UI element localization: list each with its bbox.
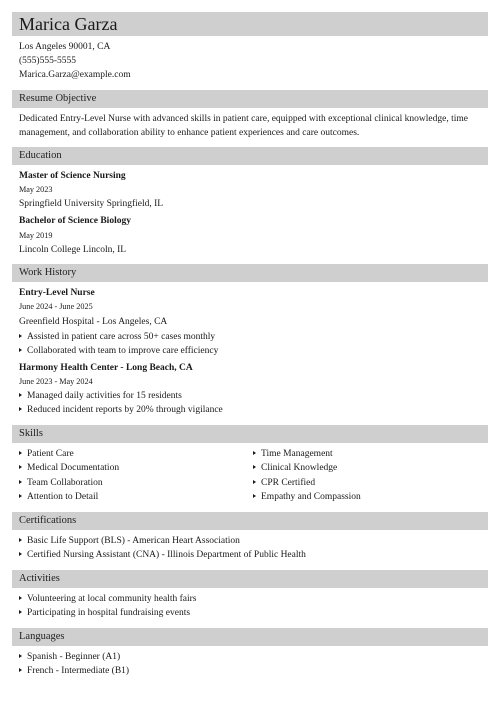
list-item	[19, 448, 74, 460]
section-title: Work History	[19, 267, 77, 278]
bullet-icon	[19, 451, 22, 455]
bullet-text: Attention to Detail	[27, 492, 99, 502]
bullet-text: Medical Documentation	[27, 463, 120, 473]
list-item	[19, 535, 240, 547]
bullet-icon	[253, 494, 256, 498]
bullet-icon	[19, 393, 22, 397]
bullet-icon	[19, 494, 22, 498]
job-dates: June 2023 - May 2024	[19, 377, 93, 386]
section-title: Languages	[19, 631, 65, 642]
degree-title: Bachelor of Science Biology	[19, 216, 131, 226]
section-title: Resume Objective	[19, 93, 97, 104]
phone: (555)555-5555	[19, 56, 76, 66]
section-title: Education	[19, 150, 62, 161]
bullet-text: Participating in hospital fundraising events	[27, 608, 191, 618]
list-item	[19, 477, 103, 489]
list-item	[19, 607, 190, 619]
section-header-certifications	[12, 512, 488, 530]
list-item	[19, 345, 218, 357]
bullet-text: Managed daily activities for 15 residents	[27, 391, 182, 401]
bullet-icon	[19, 465, 22, 469]
email: Marica.Garza@example.com	[19, 70, 131, 80]
bullet-icon	[19, 407, 22, 411]
section-header-languages	[12, 628, 488, 646]
employer: Greenfield Hospital - Los Angeles, CA	[19, 317, 168, 327]
list-item	[19, 665, 129, 677]
bullet-icon	[19, 480, 22, 484]
bullet-text: Spanish - Beginner (A1)	[27, 652, 121, 662]
bullet-icon	[19, 538, 22, 542]
bullet-text: Time Management	[261, 449, 333, 459]
section-title: Skills	[19, 428, 43, 439]
bullet-text: Reduced incident reports by 20% through vigilance	[27, 405, 223, 415]
section-header-skills	[12, 425, 488, 443]
section-header-activities	[12, 570, 488, 588]
bullet-icon	[19, 348, 22, 352]
list-item	[19, 593, 196, 605]
bullet-icon	[253, 451, 256, 455]
list-item	[19, 390, 182, 402]
bullet-icon	[19, 596, 22, 600]
school-name: Springfield University Springfield, IL	[19, 199, 164, 209]
name-header-bar	[12, 12, 488, 36]
list-item	[19, 331, 215, 343]
bullet-text: French - Intermediate (B1)	[27, 666, 130, 676]
section-title: Activities	[19, 573, 60, 584]
bullet-text: Patient Care	[27, 449, 74, 459]
bullet-text: Certified Nursing Assistant (CNA) - Illinois Department of Public Health	[27, 550, 306, 560]
section-title: Certifications	[19, 515, 77, 526]
bullet-icon	[253, 480, 256, 484]
objective-text-line-2: management, and collaboration ability to enhance patient experiences and care outcomes.	[19, 128, 360, 138]
bullet-icon	[19, 654, 22, 658]
list-item	[19, 491, 98, 503]
list-item	[253, 491, 361, 503]
list-item	[253, 477, 315, 489]
bullet-icon	[19, 334, 22, 338]
degree-date: May 2019	[19, 231, 53, 240]
bullet-text: Empathy and Compassion	[261, 492, 361, 502]
bullet-text: Collaborated with team to improve care efficiency	[27, 346, 219, 356]
job-title: Entry-Level Nurse	[19, 288, 95, 298]
list-item	[19, 651, 120, 663]
bullet-text: Basic Life Support (BLS) - American Heart Association	[27, 536, 240, 546]
school-name: Lincoln College Lincoln, IL	[19, 245, 127, 255]
list-item	[253, 462, 337, 474]
bullet-text: Assisted in patient care across 50+ cases monthly	[27, 332, 216, 342]
bullet-text: CPR Certified	[261, 478, 316, 488]
bullet-icon	[19, 668, 22, 672]
bullet-icon	[19, 610, 22, 614]
list-item	[253, 448, 333, 460]
candidate-name: Marica Garza	[19, 14, 118, 34]
section-header-work-history	[12, 264, 488, 282]
list-item	[19, 549, 306, 561]
section-header-education	[12, 147, 488, 165]
address: Los Angeles 90001, CA	[19, 42, 111, 52]
degree-title: Master of Science Nursing	[19, 171, 126, 181]
bullet-text: Clinical Knowledge	[261, 463, 338, 473]
bullet-text: Team Collaboration	[27, 478, 103, 488]
bullet-text: Volunteering at local community health fairs	[27, 594, 197, 604]
job-title: Harmony Health Center - Long Beach, CA	[19, 363, 193, 373]
bullet-icon	[253, 465, 256, 469]
list-item	[19, 462, 119, 474]
objective-text-line-1: Dedicated Entry-Level Nurse with advanced skills in patient care, equipped with exceptional clinical knowledge, time	[19, 114, 468, 124]
job-dates: June 2024 - June 2025	[19, 302, 93, 311]
section-header-objective	[12, 90, 488, 108]
degree-date: May 2023	[19, 185, 53, 194]
bullet-icon	[19, 552, 22, 556]
list-item	[19, 404, 223, 416]
